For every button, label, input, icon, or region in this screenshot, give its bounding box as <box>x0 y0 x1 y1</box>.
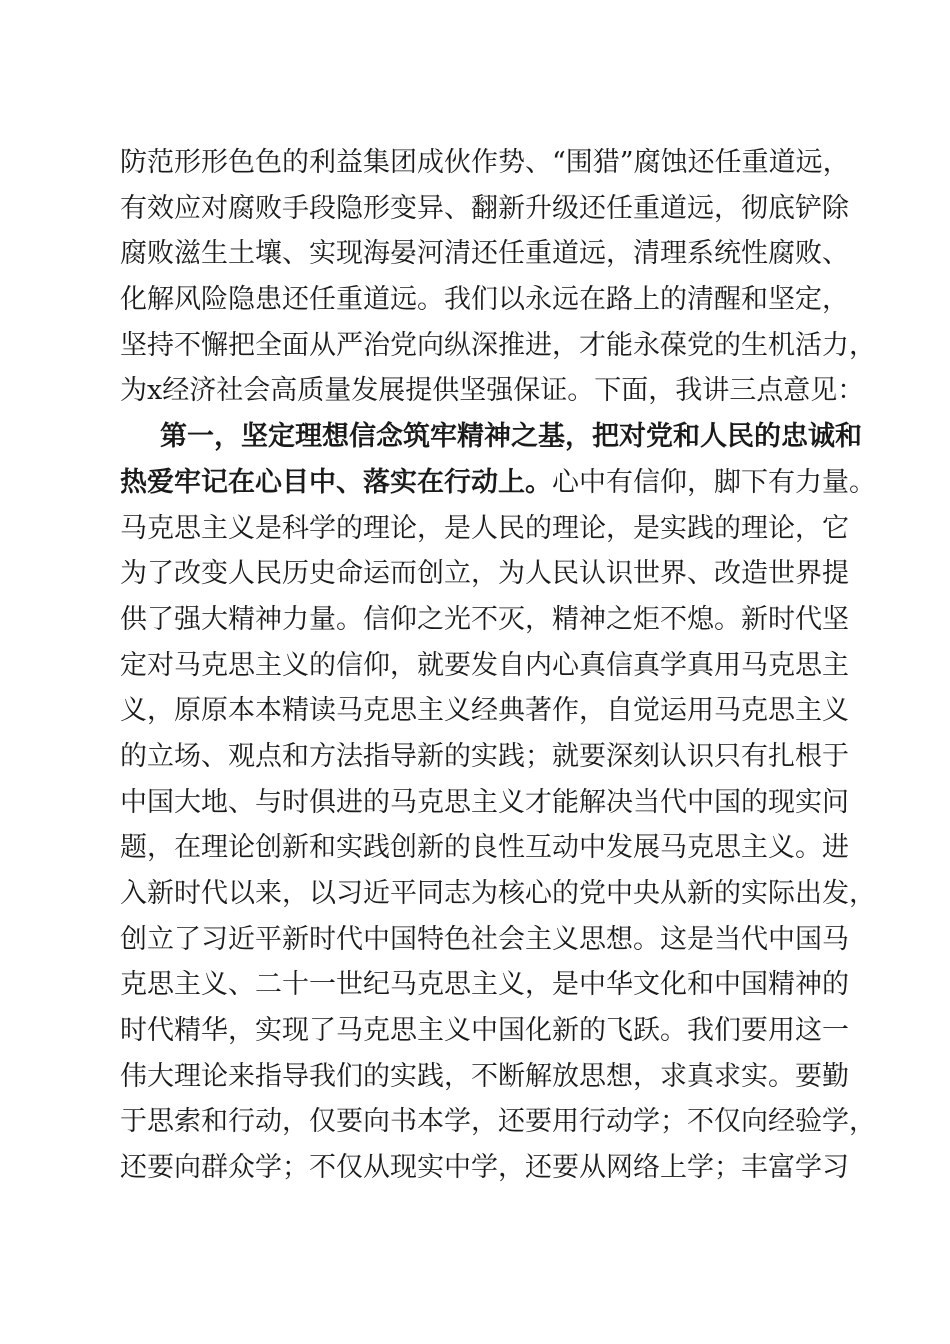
text-line: 坚持不懈把全面从严治党向纵深推进，才能永葆党的生机活力， <box>120 329 876 361</box>
text-line: 防范形形色色的利益集团成伙作势、“围猎”腐蚀还任重道远， <box>120 147 850 178</box>
text-line: 伟大理论来指导我们的实践，不断解放思想，求真求实。要勤 <box>120 1060 849 1092</box>
text-line: 定对马克思主义的信仰，就要发自内心真信真学真用马克思主 <box>120 649 849 681</box>
text-line: 化解风险隐患还任重道远。我们以永远在路上的清醒和坚定， <box>120 284 849 316</box>
section-heading-line <box>120 460 876 506</box>
text-line: 义，原原本本精读马克思主义经典著作，自觉运用马克思主义 <box>120 695 849 727</box>
text-line: 入新时代以来，以习近平同志为核心的党中央从新的实际出发， <box>120 878 876 909</box>
text-line: 还要向群众学；不仅从现实中学，还要从网络上学；丰富学习 <box>120 1152 849 1184</box>
text-line: 的立场、观点和方法指导新的实践；就要深刻认识只有扎根于 <box>120 740 849 772</box>
section-heading: 第一，坚定理想信念筑牢精神之基，把对党和人民的忠诚和 <box>160 421 862 453</box>
text-line: 创立了习近平新时代中国特色社会主义思想。这是当代中国马 <box>120 923 849 955</box>
text-run: 心中有信仰，脚下有力量。 <box>552 466 876 498</box>
section-heading-line <box>120 414 862 460</box>
section-heading: 热爱牢记在心目中、落实在行动上。 <box>120 466 552 498</box>
text-line: 题，在理论创新和实践创新的良性互动中发展马克思主义。进 <box>120 832 849 864</box>
text-line: 于思索和行动，仅要向书本学，还要用行动学；不仅向经验学， <box>120 1106 876 1138</box>
text-line: 为了改变人民历史命运而创立，为人民认识世界、改造世界提 <box>120 558 849 590</box>
text-line: 马克思主义是科学的理论，是人民的理论，是实践的理论，它 <box>120 512 849 544</box>
body-text <box>120 140 876 1191</box>
text-line: 克思主义、二十一世纪马克思主义，是中华文化和中国精神的 <box>120 969 849 1001</box>
text-line: 腐败滋生土壤、实现海晏河清还任重道远，清理系统性腐败、 <box>120 238 849 270</box>
text-line: 有效应对腐败手段隐形变异、翻新升级还任重道远，彻底铲除 <box>120 192 849 224</box>
text-line: 中国大地、与时俱进的马克思主义才能解决当代中国的现实问 <box>120 786 849 818</box>
text-line: 供了强大精神力量。信仰之光不灭，精神之炬不熄。新时代坚 <box>120 603 849 635</box>
text-line: 时代精华，实现了马克思主义中国化新的飞跃。我们要用这一 <box>120 1015 849 1047</box>
text-line: 为x经济社会高质量发展提供坚强保证。下面，我讲三点意见： <box>120 375 865 407</box>
